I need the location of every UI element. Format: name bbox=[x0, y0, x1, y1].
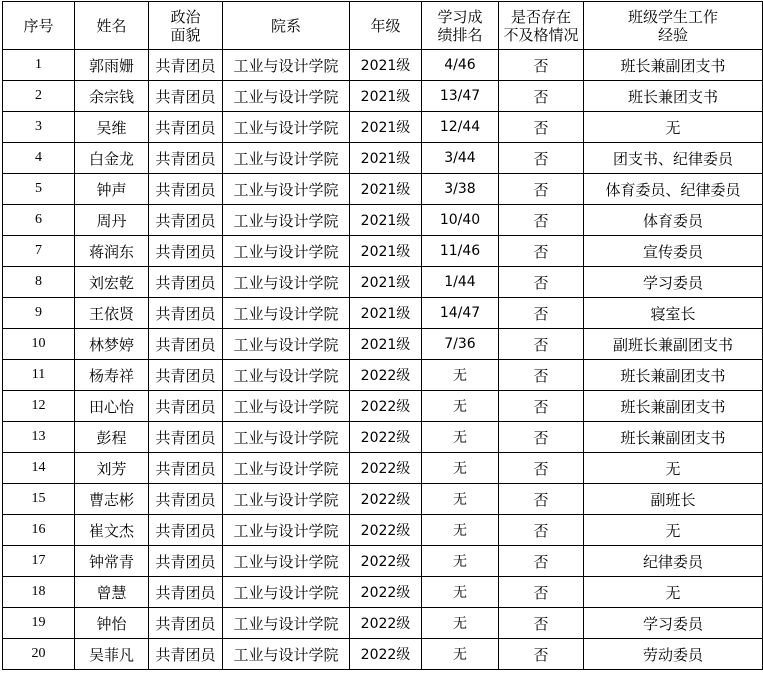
grade-cell: 2022级 bbox=[350, 360, 422, 391]
grade-cell: 2022级 bbox=[350, 453, 422, 484]
experience-cell: 无 bbox=[584, 577, 763, 608]
politics-cell: 共青团员 bbox=[149, 546, 223, 577]
experience-cell: 劳动委员 bbox=[584, 639, 763, 670]
name-cell: 钟怡 bbox=[75, 608, 149, 639]
politics-cell: 共青团员 bbox=[149, 174, 223, 205]
fail-status-cell: 否 bbox=[499, 453, 584, 484]
rank-cell: 无 bbox=[422, 608, 499, 639]
column-header-politics: 政治 面貌 bbox=[149, 2, 223, 50]
seq-cell: 1 bbox=[3, 50, 75, 81]
fail-status-cell: 否 bbox=[499, 484, 584, 515]
college-cell: 工业与设计学院 bbox=[223, 143, 350, 174]
rank-cell: 3/38 bbox=[422, 174, 499, 205]
grade-cell: 2021级 bbox=[350, 50, 422, 81]
seq-cell: 20 bbox=[3, 639, 75, 670]
politics-cell: 共青团员 bbox=[149, 484, 223, 515]
college-cell: 工业与设计学院 bbox=[223, 298, 350, 329]
seq-cell: 18 bbox=[3, 577, 75, 608]
college-cell: 工业与设计学院 bbox=[223, 577, 350, 608]
column-header-grade: 年级 bbox=[350, 2, 422, 50]
politics-cell: 共青团员 bbox=[149, 515, 223, 546]
politics-cell: 共青团员 bbox=[149, 360, 223, 391]
experience-cell: 班长兼团支书 bbox=[584, 81, 763, 112]
student-table bbox=[2, 1, 763, 670]
fail-status-cell: 否 bbox=[499, 515, 584, 546]
politics-cell: 共青团员 bbox=[149, 267, 223, 298]
name-cell: 曾慧 bbox=[75, 577, 149, 608]
grade-cell: 2021级 bbox=[350, 174, 422, 205]
experience-cell: 无 bbox=[584, 515, 763, 546]
politics-cell: 共青团员 bbox=[149, 81, 223, 112]
name-cell: 刘宏乾 bbox=[75, 267, 149, 298]
rank-cell: 1/44 bbox=[422, 267, 499, 298]
seq-cell: 13 bbox=[3, 422, 75, 453]
column-header-seq: 序号 bbox=[3, 2, 75, 50]
table-row bbox=[3, 298, 763, 329]
grade-cell: 2022级 bbox=[350, 391, 422, 422]
grade-cell: 2022级 bbox=[350, 422, 422, 453]
fail-status-cell: 否 bbox=[499, 81, 584, 112]
college-cell: 工业与设计学院 bbox=[223, 422, 350, 453]
name-cell: 曹志彬 bbox=[75, 484, 149, 515]
table-row bbox=[3, 236, 763, 267]
rank-cell: 3/44 bbox=[422, 143, 499, 174]
politics-cell: 共青团员 bbox=[149, 298, 223, 329]
rank-cell: 无 bbox=[422, 639, 499, 670]
rank-cell: 4/46 bbox=[422, 50, 499, 81]
seq-cell: 14 bbox=[3, 453, 75, 484]
experience-cell: 副班长 bbox=[584, 484, 763, 515]
grade-cell: 2022级 bbox=[350, 515, 422, 546]
politics-cell: 共青团员 bbox=[149, 236, 223, 267]
politics-cell: 共青团员 bbox=[149, 112, 223, 143]
rank-cell: 13/47 bbox=[422, 81, 499, 112]
table-row bbox=[3, 608, 763, 639]
name-cell: 崔文杰 bbox=[75, 515, 149, 546]
experience-cell: 体育委员、纪律委员 bbox=[584, 174, 763, 205]
seq-cell: 2 bbox=[3, 81, 75, 112]
college-cell: 工业与设计学院 bbox=[223, 453, 350, 484]
rank-cell: 14/47 bbox=[422, 298, 499, 329]
fail-status-cell: 否 bbox=[499, 608, 584, 639]
name-cell: 田心怡 bbox=[75, 391, 149, 422]
politics-cell: 共青团员 bbox=[149, 577, 223, 608]
fail-status-cell: 否 bbox=[499, 422, 584, 453]
name-cell: 彭程 bbox=[75, 422, 149, 453]
experience-cell: 无 bbox=[584, 112, 763, 143]
name-cell: 吴菲凡 bbox=[75, 639, 149, 670]
name-cell: 郭雨姗 bbox=[75, 50, 149, 81]
fail-status-cell: 否 bbox=[499, 298, 584, 329]
seq-cell: 4 bbox=[3, 143, 75, 174]
rank-cell: 无 bbox=[422, 391, 499, 422]
college-cell: 工业与设计学院 bbox=[223, 112, 350, 143]
politics-cell: 共青团员 bbox=[149, 422, 223, 453]
rank-cell: 无 bbox=[422, 422, 499, 453]
seq-cell: 10 bbox=[3, 329, 75, 360]
experience-cell: 体育委员 bbox=[584, 205, 763, 236]
table-row bbox=[3, 112, 763, 143]
column-header-exp: 班级学生工作 经验 bbox=[584, 2, 763, 50]
table-row bbox=[3, 360, 763, 391]
grade-cell: 2021级 bbox=[350, 143, 422, 174]
header-row bbox=[3, 2, 763, 50]
fail-status-cell: 否 bbox=[499, 546, 584, 577]
column-header-name: 姓名 bbox=[75, 2, 149, 50]
name-cell: 钟声 bbox=[75, 174, 149, 205]
seq-cell: 11 bbox=[3, 360, 75, 391]
experience-cell: 副班长兼副团支书 bbox=[584, 329, 763, 360]
college-cell: 工业与设计学院 bbox=[223, 329, 350, 360]
experience-cell: 无 bbox=[584, 453, 763, 484]
table-row bbox=[3, 267, 763, 298]
politics-cell: 共青团员 bbox=[149, 639, 223, 670]
seq-cell: 19 bbox=[3, 608, 75, 639]
table-row bbox=[3, 515, 763, 546]
column-header-college: 院系 bbox=[223, 2, 350, 50]
college-cell: 工业与设计学院 bbox=[223, 81, 350, 112]
column-header-rank: 学习成 绩排名 bbox=[422, 2, 499, 50]
rank-cell: 无 bbox=[422, 515, 499, 546]
grade-cell: 2021级 bbox=[350, 236, 422, 267]
fail-status-cell: 否 bbox=[499, 143, 584, 174]
seq-cell: 9 bbox=[3, 298, 75, 329]
rank-cell: 无 bbox=[422, 546, 499, 577]
table-header bbox=[3, 2, 763, 50]
name-cell: 白金龙 bbox=[75, 143, 149, 174]
table-row bbox=[3, 205, 763, 236]
college-cell: 工业与设计学院 bbox=[223, 546, 350, 577]
seq-cell: 12 bbox=[3, 391, 75, 422]
name-cell: 吴维 bbox=[75, 112, 149, 143]
grade-cell: 2022级 bbox=[350, 608, 422, 639]
fail-status-cell: 否 bbox=[499, 174, 584, 205]
table-row bbox=[3, 639, 763, 670]
fail-status-cell: 否 bbox=[499, 236, 584, 267]
table-body bbox=[3, 50, 763, 670]
college-cell: 工业与设计学院 bbox=[223, 391, 350, 422]
grade-cell: 2021级 bbox=[350, 329, 422, 360]
rank-cell: 无 bbox=[422, 484, 499, 515]
grade-cell: 2022级 bbox=[350, 546, 422, 577]
table-row bbox=[3, 422, 763, 453]
politics-cell: 共青团员 bbox=[149, 143, 223, 174]
grade-cell: 2022级 bbox=[350, 484, 422, 515]
fail-status-cell: 否 bbox=[499, 577, 584, 608]
college-cell: 工业与设计学院 bbox=[223, 236, 350, 267]
fail-status-cell: 否 bbox=[499, 205, 584, 236]
experience-cell: 纪律委员 bbox=[584, 546, 763, 577]
table-row bbox=[3, 391, 763, 422]
grade-cell: 2022级 bbox=[350, 639, 422, 670]
seq-cell: 7 bbox=[3, 236, 75, 267]
experience-cell: 宣传委员 bbox=[584, 236, 763, 267]
table-row bbox=[3, 546, 763, 577]
rank-cell: 7/36 bbox=[422, 329, 499, 360]
name-cell: 钟常青 bbox=[75, 546, 149, 577]
name-cell: 余宗钱 bbox=[75, 81, 149, 112]
table-row bbox=[3, 577, 763, 608]
fail-status-cell: 否 bbox=[499, 267, 584, 298]
politics-cell: 共青团员 bbox=[149, 453, 223, 484]
politics-cell: 共青团员 bbox=[149, 608, 223, 639]
seq-cell: 5 bbox=[3, 174, 75, 205]
fail-status-cell: 否 bbox=[499, 360, 584, 391]
seq-cell: 17 bbox=[3, 546, 75, 577]
column-header-fail: 是否存在 不及格情况 bbox=[499, 2, 584, 50]
grade-cell: 2021级 bbox=[350, 81, 422, 112]
college-cell: 工业与设计学院 bbox=[223, 267, 350, 298]
seq-cell: 6 bbox=[3, 205, 75, 236]
experience-cell: 班长兼副团支书 bbox=[584, 360, 763, 391]
table-row bbox=[3, 174, 763, 205]
fail-status-cell: 否 bbox=[499, 329, 584, 360]
table-row bbox=[3, 81, 763, 112]
college-cell: 工业与设计学院 bbox=[223, 515, 350, 546]
seq-cell: 3 bbox=[3, 112, 75, 143]
politics-cell: 共青团员 bbox=[149, 50, 223, 81]
experience-cell: 团支书、纪律委员 bbox=[584, 143, 763, 174]
politics-cell: 共青团员 bbox=[149, 329, 223, 360]
rank-cell: 10/40 bbox=[422, 205, 499, 236]
name-cell: 杨寿祥 bbox=[75, 360, 149, 391]
fail-status-cell: 否 bbox=[499, 391, 584, 422]
seq-cell: 16 bbox=[3, 515, 75, 546]
seq-cell: 15 bbox=[3, 484, 75, 515]
name-cell: 林梦婷 bbox=[75, 329, 149, 360]
grade-cell: 2021级 bbox=[350, 267, 422, 298]
grade-cell: 2021级 bbox=[350, 112, 422, 143]
name-cell: 蒋润东 bbox=[75, 236, 149, 267]
college-cell: 工业与设计学院 bbox=[223, 360, 350, 391]
grade-cell: 2021级 bbox=[350, 298, 422, 329]
table-row bbox=[3, 143, 763, 174]
politics-cell: 共青团员 bbox=[149, 205, 223, 236]
rank-cell: 12/44 bbox=[422, 112, 499, 143]
college-cell: 工业与设计学院 bbox=[223, 205, 350, 236]
experience-cell: 学习委员 bbox=[584, 608, 763, 639]
rank-cell: 11/46 bbox=[422, 236, 499, 267]
grade-cell: 2022级 bbox=[350, 577, 422, 608]
table-row bbox=[3, 453, 763, 484]
table-row bbox=[3, 484, 763, 515]
experience-cell: 寝室长 bbox=[584, 298, 763, 329]
college-cell: 工业与设计学院 bbox=[223, 174, 350, 205]
name-cell: 周丹 bbox=[75, 205, 149, 236]
name-cell: 刘芳 bbox=[75, 453, 149, 484]
college-cell: 工业与设计学院 bbox=[223, 608, 350, 639]
fail-status-cell: 否 bbox=[499, 639, 584, 670]
table-row bbox=[3, 50, 763, 81]
grade-cell: 2021级 bbox=[350, 205, 422, 236]
fail-status-cell: 否 bbox=[499, 112, 584, 143]
experience-cell: 班长兼副团支书 bbox=[584, 50, 763, 81]
college-cell: 工业与设计学院 bbox=[223, 50, 350, 81]
rank-cell: 无 bbox=[422, 360, 499, 391]
rank-cell: 无 bbox=[422, 577, 499, 608]
table-row bbox=[3, 329, 763, 360]
college-cell: 工业与设计学院 bbox=[223, 484, 350, 515]
name-cell: 王依贤 bbox=[75, 298, 149, 329]
politics-cell: 共青团员 bbox=[149, 391, 223, 422]
experience-cell: 学习委员 bbox=[584, 267, 763, 298]
fail-status-cell: 否 bbox=[499, 50, 584, 81]
seq-cell: 8 bbox=[3, 267, 75, 298]
experience-cell: 班长兼副团支书 bbox=[584, 422, 763, 453]
rank-cell: 无 bbox=[422, 453, 499, 484]
experience-cell: 班长兼副团支书 bbox=[584, 391, 763, 422]
college-cell: 工业与设计学院 bbox=[223, 639, 350, 670]
